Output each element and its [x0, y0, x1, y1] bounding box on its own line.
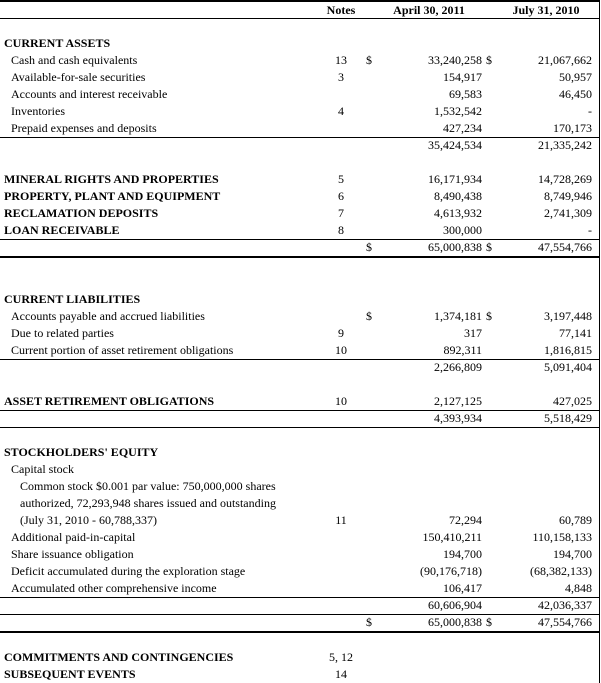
- column-header-row: [0, 2, 600, 19]
- section-title: [0, 35, 600, 52]
- section-title: [0, 444, 600, 461]
- value-april-2011: 2,127,125: [434, 394, 482, 408]
- value-july-2010: 2,741,309: [544, 206, 592, 220]
- currency-symbol: $: [366, 615, 372, 629]
- table-row: [0, 120, 600, 137]
- table-row: [0, 86, 600, 103]
- table-row: [0, 52, 600, 69]
- row-label: (July 31, 2010 - 60,788,337): [20, 513, 157, 527]
- value-july-2010: -: [588, 104, 592, 118]
- table-row: [0, 563, 600, 580]
- value-april-2011: 427,234: [443, 121, 482, 135]
- row-label: RECLAMATION DEPOSITS: [4, 206, 159, 220]
- value-april-2011: 194,700: [443, 547, 482, 561]
- value-july-2010: 5,518,429: [544, 411, 592, 425]
- table-row: [0, 103, 600, 120]
- table-row: [0, 222, 600, 239]
- row-label: Share issuance obligation: [11, 547, 134, 561]
- value-april-2011: 4,393,934: [434, 411, 482, 425]
- value-april-2011: 60,606,904: [428, 598, 482, 612]
- value-april-2011: 65,000,838: [428, 615, 482, 629]
- total-bottom-rule: [0, 256, 600, 258]
- value-july-2010: 8,749,946: [544, 189, 592, 203]
- note-ref: 5, 12: [329, 650, 353, 664]
- note-ref: 9: [338, 326, 344, 340]
- current-assets-title: CURRENT ASSETS: [4, 36, 111, 50]
- value-july-2010: 5,091,404: [544, 360, 592, 374]
- table-row: [0, 529, 600, 546]
- row-label: LOAN RECEIVABLE: [4, 223, 120, 237]
- table-row: [0, 325, 600, 342]
- value-july-2010: 1,816,815: [544, 343, 592, 357]
- value-april-2011: 1,532,542: [434, 104, 482, 118]
- value-july-2010: 427,025: [553, 394, 592, 408]
- value-april-2011: 150,410,211: [422, 530, 482, 544]
- value-july-2010: 3,197,448: [544, 309, 592, 323]
- row-label: Common stock $0.001 par value: 750,000,000 shares: [20, 479, 276, 493]
- row-label: Capital stock: [11, 462, 74, 476]
- row-label: Cash and cash equivalents: [11, 53, 138, 67]
- value-july-2010: 14,728,269: [538, 172, 592, 186]
- note-ref: 10: [335, 343, 347, 357]
- note-ref: 8: [338, 223, 344, 237]
- value-april-2011: 300,000: [443, 223, 482, 237]
- table-row: [0, 188, 600, 205]
- currency-symbol: $: [486, 240, 492, 254]
- row-label: Available-for-sale securities: [11, 70, 146, 84]
- table-row: [0, 649, 600, 666]
- total-assets-row: [0, 239, 600, 256]
- value-july-2010: 21,067,662: [538, 53, 592, 67]
- value-april-2011: 4,613,932: [434, 206, 482, 220]
- value-july-2010: 46,450: [559, 87, 592, 101]
- value-july-2010: 50,957: [559, 70, 592, 84]
- value-july-2010: 60,789: [559, 513, 592, 527]
- value-april-2011: 892,311: [443, 343, 482, 357]
- value-july-2010: 47,554,766: [538, 240, 592, 254]
- table-row: [0, 461, 600, 478]
- note-ref: 10: [335, 394, 347, 408]
- note-ref: 14: [335, 667, 347, 681]
- value-april-2011: 33,240,258: [428, 53, 482, 67]
- notes-header: Notes: [326, 3, 356, 17]
- row-label: Current portion of asset retirement obligations: [11, 343, 234, 357]
- currency-symbol: $: [486, 615, 492, 629]
- header-rule: [0, 18, 600, 19]
- value-april-2011: 106,417: [443, 581, 482, 595]
- value-july-2010: -: [588, 223, 592, 237]
- note-ref: 4: [338, 104, 344, 118]
- row-label: MINERAL RIGHTS AND PROPERTIES: [4, 172, 219, 186]
- value-july-2010: 170,173: [553, 121, 592, 135]
- note-ref: 13: [335, 53, 347, 67]
- note-ref: 11: [335, 513, 347, 527]
- note-ref: 5: [338, 172, 344, 186]
- value-april-2011: 72,294: [449, 513, 482, 527]
- table-row: [0, 342, 600, 359]
- value-april-2011: 69,583: [449, 87, 482, 101]
- row-label: Deficit accumulated during the exploration stage: [11, 564, 246, 578]
- table-row: [0, 512, 600, 529]
- total-bottom-rule: [0, 427, 600, 428]
- row-label: Accounts and interest receivable: [11, 87, 168, 101]
- col1-header: April 30, 2011: [393, 3, 465, 17]
- value-april-2011: 1,374,181: [434, 309, 482, 323]
- total-bottom-rule: [0, 631, 600, 633]
- table-row: [0, 495, 600, 512]
- table-row: [0, 171, 600, 188]
- value-july-2010: 77,141: [559, 326, 592, 340]
- value-april-2011: 154,917: [443, 70, 482, 84]
- note-ref: 6: [338, 189, 344, 203]
- current-liabilities-title: CURRENT LIABILITIES: [4, 292, 141, 306]
- row-label: Due to related parties: [11, 326, 114, 340]
- row-label: Accumulated other comprehensive income: [11, 581, 217, 595]
- table-row: [0, 69, 600, 86]
- row-label: Prepaid expenses and deposits: [11, 121, 157, 135]
- table-row: [0, 393, 600, 410]
- subtotal-row: [0, 137, 600, 154]
- value-april-2011: 8,490,438: [434, 189, 482, 203]
- value-july-2010: 110,158,133: [532, 530, 592, 544]
- total-liabilities-equity-row: [0, 614, 600, 631]
- currency-symbol: $: [486, 309, 492, 323]
- value-april-2011: (90,176,718): [420, 564, 482, 578]
- table-row: [0, 666, 600, 683]
- value-july-2010: 47,554,766: [538, 615, 592, 629]
- currency-symbol: $: [486, 53, 492, 67]
- currency-symbol: $: [366, 309, 372, 323]
- subtotal-row: [0, 359, 600, 376]
- value-july-2010: 4,848: [565, 581, 592, 595]
- section-title: [0, 291, 600, 308]
- value-april-2011: 35,424,534: [428, 138, 482, 152]
- value-april-2011: 16,171,934: [428, 172, 482, 186]
- table-row: [0, 580, 600, 597]
- value-july-2010: (68,382,133): [530, 564, 592, 578]
- row-label: Accounts payable and accrued liabilities: [11, 309, 205, 323]
- value-april-2011: 2,266,809: [434, 360, 482, 374]
- value-april-2011: 65,000,838: [428, 240, 482, 254]
- row-label: ASSET RETIREMENT OBLIGATIONS: [4, 394, 215, 408]
- value-july-2010: 21,335,242: [538, 138, 592, 152]
- row-label: COMMITMENTS AND CONTINGENCIES: [4, 650, 234, 664]
- table-row: [0, 205, 600, 222]
- note-ref: 3: [338, 70, 344, 84]
- total-liabilities-row: [0, 410, 600, 427]
- equity-subtotal-row: [0, 597, 600, 614]
- table-row: [0, 478, 600, 495]
- value-july-2010: 194,700: [553, 547, 592, 561]
- row-label: SUBSEQUENT EVENTS: [4, 667, 136, 681]
- col2-header: July 31, 2010: [512, 3, 580, 17]
- note-ref: 7: [338, 206, 344, 220]
- currency-symbol: $: [366, 53, 372, 67]
- equity-title: STOCKHOLDERS' EQUITY: [4, 445, 159, 459]
- row-label: PROPERTY, PLANT AND EQUIPMENT: [4, 189, 221, 203]
- row-label: Inventories: [11, 104, 65, 118]
- row-label: Additional paid-in-capital: [11, 530, 136, 544]
- table-row: [0, 546, 600, 563]
- value-july-2010: 42,036,337: [538, 598, 592, 612]
- row-label: authorized, 72,293,948 shares issued and outstanding: [20, 496, 276, 510]
- value-april-2011: 317: [464, 326, 482, 340]
- currency-symbol: $: [366, 240, 372, 254]
- table-row: [0, 308, 600, 325]
